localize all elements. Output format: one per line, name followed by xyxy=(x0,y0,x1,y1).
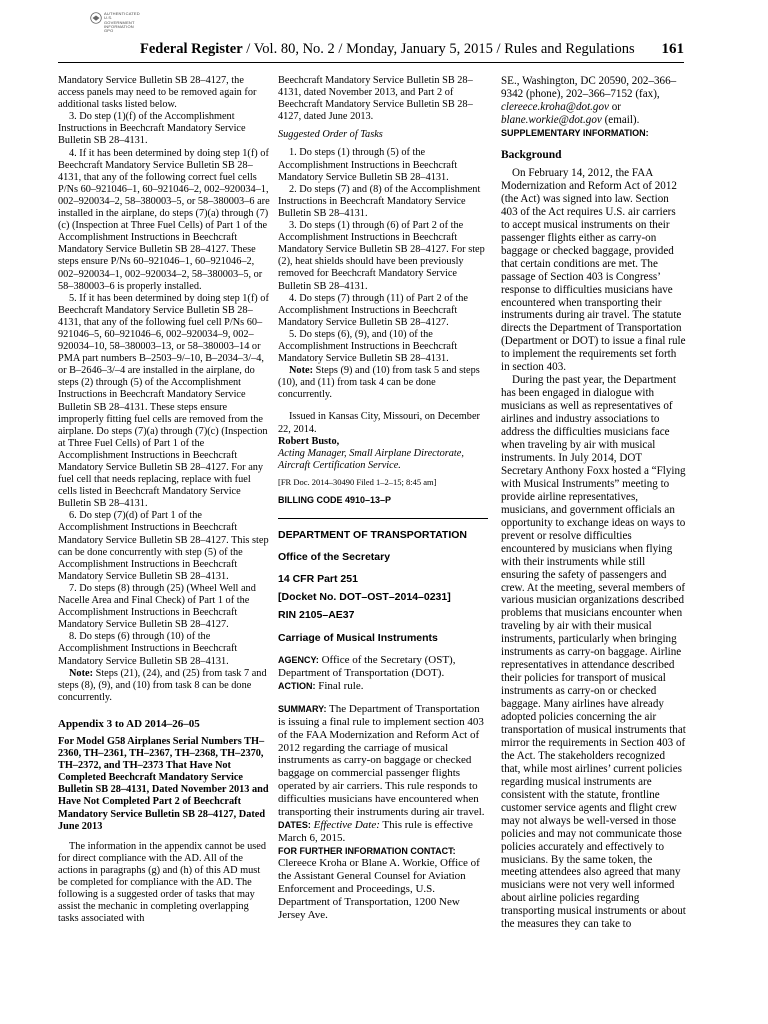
paragraph: 4. If it has been determined by doing step 1(f) of Beechcraft Mandatory Service Bulletin SB 28–4131, that any of the following correct fuel cells P/Ns 60–921046–1, 60–921046–2, 002–920034–1, 002–920034–2, 58–380003–5, or 58–380003–6 are installed in the airplane, do steps (7)(a) through (7)(c) (Inspection at Three Fuel Cells) of Part 1 of the Accomplishment Instructions in Beechcraft Mandatory Service Bulletin SB 28–4127. These steps ensure P/Ns 60–921046–1, 60–921046–2, 002–920034–1, 002–920034–2, 58–380003–5, or 58–380003–6 is properly installed. xyxy=(58,147,270,292)
task-item: 3. Do steps (1) through (6) of Part 2 of the Accomplishment Instructions in Beechcraft Mandatory Service Bulletin SB 28–4127. For step (2), heat shields should have been previously removed for Beechcraft Mandatory Service Bulletin SB 28–4131. xyxy=(278,220,485,292)
email-link[interactable]: blane.workie@dot.gov xyxy=(501,113,602,126)
paragraph: The information in the appendix cannot be used for direct compliance with the AD. All of the actions in paragraphs (g) and (h) of this AD must be completed for compliance with the AD. The following is a suggested order of tasks that may assist the mechanic in completing overlapping tasks associated with xyxy=(58,840,267,925)
page-number: 161 xyxy=(661,41,684,57)
seal-text: AUTHENTICATED U.S. GOVERNMENT INFORMATION GPO xyxy=(104,11,140,34)
gpo-authenticated-seal xyxy=(90,11,140,34)
rule-title: Carriage of Musical Instruments xyxy=(278,631,438,644)
column-3 xyxy=(501,75,686,931)
column-2 xyxy=(278,75,488,922)
issue-info: / Vol. 80, No. 2 / Monday, January 5, 2015 / Rules and Regulations xyxy=(242,41,635,57)
docket-number: [Docket No. DOT–OST–2014–0231] xyxy=(278,591,451,604)
appendix-subheading: For Model G58 Airplanes Serial Numbers TH–2360, TH–2361, TH–2367, TH–2368, TH–2370, TH–2372, and TH–2373 That Have Not Completed Beechcraft Mandatory Service Bulletin SB 28–4131, Dated November 2013 and Have Not Completed Part 2 of Beechcraft Mandatory Service Bulletin SB 28–4127, Dated June 2013 xyxy=(58,735,269,832)
email-link[interactable]: clereece.kroha@dot.gov xyxy=(501,100,609,113)
task-item: 2. Do steps (7) and (8) of the Accomplishment Instructions in Beechcraft Mandatory Service Bulletin SB 28–4131. xyxy=(278,183,481,219)
billing-code: BILLING CODE 4910–13–P xyxy=(278,495,392,505)
eagle-seal-icon xyxy=(90,12,102,24)
action-line: ACTION: Final rule. xyxy=(278,679,364,692)
paragraph: 7. Do steps (8) through (25) (Wheel Well and Nacelle Area and Final Check) of Part 1 of the Accomplishment Instructions in Beechcraft Mandatory Service Bulletin SB 28–4127. xyxy=(58,582,256,631)
rin-number: RIN 2105–AE37 xyxy=(278,609,355,622)
section-divider xyxy=(278,518,488,519)
dates: DATES: Effective Date: This rule is effective March 6, 2015. xyxy=(278,819,473,845)
paragraph: On February 14, 2012, the FAA Modernization and Reform Act of 2012 (the Act) was signed into law. Section 403 of the Act requires U.S. air carriers to accept musical instruments on their passenger flights either as carry-on baggage or checked baggage, provided that certain conditions are met. The passage of Section 403 is Congress’ response to difficulties musicians have encountered when transporting their instruments during air travel. The statute directs the Department of Transportation (Department or DOT) to issue a final rule to implement the requirements set forth in section 403. xyxy=(501,167,686,374)
address: SE., Washington, DC 20590, 202–366–9342 (phone), 202–366–7152 (fax), xyxy=(501,75,677,100)
appendix-heading: Appendix 3 to AD 2014–26–05 xyxy=(58,717,200,730)
fr-doc-line: [FR Doc. 2014–30490 Filed 1–2–15; 8:45 am] xyxy=(278,476,437,487)
note: Note: Steps (9) and (10) from task 5 and steps (10), and (11) from task 4 can be done concurrently. xyxy=(278,365,480,401)
column-1 xyxy=(58,75,270,925)
office-heading: Office of the Secretary xyxy=(278,551,391,564)
header-rule xyxy=(58,62,684,63)
email-line: blane.workie@dot.gov (email). xyxy=(501,113,640,126)
task-item: 4. Do steps (7) through (11) of Part 2 of the Accomplishment Instructions in Beechcraft Mandatory Service Bulletin SB 28–4127. xyxy=(278,292,468,328)
task-item: 5. Do steps (6), (9), and (10) of the Accomplishment Instructions in Beechcraft Mandatory Service Bulletin SB 28–4131. xyxy=(278,328,458,365)
publication-name: Federal Register xyxy=(140,41,243,57)
email-line: clereece.kroha@dot.gov or xyxy=(501,100,621,113)
paragraph: 5. If it has been determined by doing step 1(f) of Beechcraft Mandatory Service Bulletin SB 28–4131, that any of the following fuel cell P/Ns 60–921046–5, 60–921046–6, 002–920034–9, 002–920034–10, 58–380003–13, or 58–380003–14 or PMA part numbers B–2503–9/–10, B–2034–3/–4, or B–2646–3/–4 are installed in the airplane, do steps (2) through (5) of the Accomplishment Instructions in Beechcraft Mandatory Service Bulletin SB 28–4131. These steps ensure improperly fitting fuel cells are removed from the airplane. Do steps (7)(a) through (7)(c) (Inspection at Three Fuel Cells) of Part 1 of the Accomplishment Instructions in Beechcraft Mandatory Service Bulletin SB 28–4127. For any fuel cell that needs replacing, replace with fuel cells listed in Beechcraft Mandatory Service Bulletin SB 28–4131. xyxy=(58,292,269,510)
task-item: 1. Do steps (1) through (5) of the Accomplishment Instructions in Beechcraft Mandatory Service Bulletin SB 28–4131. xyxy=(278,147,458,183)
paragraph: 8. Do steps (6) through (10) of the Accomplishment Instructions in Beechcraft Mandatory Service Bulletin SB 28–4131. xyxy=(58,631,238,667)
cfr-part: 14 CFR Part 251 xyxy=(278,573,358,586)
signer-title: Acting Manager, Small Airplane Directorate, Aircraft Certification Service. xyxy=(278,447,464,471)
contact-text: Clereece Kroha or Blane A. Workie, Office of the Assistant General Counsel for Aviation Enforcement and Proceedings, U.S. Department of Transportation, 1200 New Jersey Ave. xyxy=(278,857,480,922)
running-header xyxy=(140,41,684,58)
contact-heading: FOR FURTHER INFORMATION CONTACT: xyxy=(278,846,456,857)
summary: SUMMARY: The Department of Transportation is issuing a final rule to implement section 403 of the FAA Modernization and Reform Act of 2012 regarding the carriage of musical instruments as carry-on baggage or checked baggage on commercial passenger flights operated by air carriers. This rule responds to difficulties musicians have encountered when transporting their instruments during air travel. xyxy=(278,702,485,819)
supplementary-heading: SUPPLEMENTARY INFORMATION: xyxy=(501,127,649,138)
signer-name: Robert Busto, xyxy=(278,435,340,447)
paragraph: During the past year, the Department has been engaged in dialogue with musicians as well as representatives of airlines and industry associations to address the difficulties musicians face when traveling by air with musical instruments. In July 2014, DOT Secretary Anthony Foxx hosted a “Flying with Musical Instruments” meeting to provide airline representatives, musicians, and government officials an opportunity to exchange ideas on ways to prevent or resolve difficulties encountered by musicians when flying with their instruments while still ensuring the safety of passengers and crew. At the meeting, several members of various musician organizations described problems that musicians encounter when traveling by air with their musical instruments, particularly when bringing instruments as carry-on baggage. Airline representatives in attendance described their policies for transport of musical instruments as carry-on or checked baggage. Many airlines have already adopted policies concerning the air transportation of musical instruments that mirror the requirements in Section 403 of the Act. The stakeholders recognized that, while most airlines’ current policies regarding musical instruments are consistent with the statute, frontline customer service agents and flight crew may not always be well-versed in those policies and may not communicate those policies accurately and effectively to musicians. By the same token, the meeting attendees also agreed that many musicians were not very well informed about airline policies regarding transporting musical instruments or about the measures they can take to xyxy=(501,374,686,931)
section-heading: Suggested Order of Tasks xyxy=(278,129,383,141)
paragraph: 3. Do step (1)(f) of the Accomplishment Instructions in Beechcraft Mandatory Service Bulletin SB 28–4131. xyxy=(58,111,246,147)
paragraph: Mandatory Service Bulletin SB 28–4127, the access panels may need to be removed again for additional tasks listed below. xyxy=(58,75,257,111)
department-heading: DEPARTMENT OF TRANSPORTATION xyxy=(278,529,467,542)
background-heading: Background xyxy=(501,148,562,161)
agency-line: AGENCY: Office of the Secretary (OST), Department of Transportation (DOT). xyxy=(278,653,456,679)
paragraph: Beechcraft Mandatory Service Bulletin SB 28–4131, dated November 2013, and Part 2 of Beechcraft Mandatory Service Bulletin SB 28–4127, dated June 2013. xyxy=(278,75,473,123)
issued-statement: Issued in Kansas City, Missouri, on December 22, 2014. xyxy=(278,411,480,435)
note: Note: Steps (21), (24), and (25) from task 7 and steps (8), (9), and (10) from task 8 can be done concurrently. xyxy=(58,667,267,703)
paragraph: 6. Do step (7)(d) of Part 1 of the Accomplishment Instructions in Beechcraft Mandatory Service Bulletin SB 28–4127. This step can be done concurrently with step (5) of the Accomplishment Instructions in Beechcraft Mandatory Service Bulletin SB 28–4131. xyxy=(58,510,269,582)
